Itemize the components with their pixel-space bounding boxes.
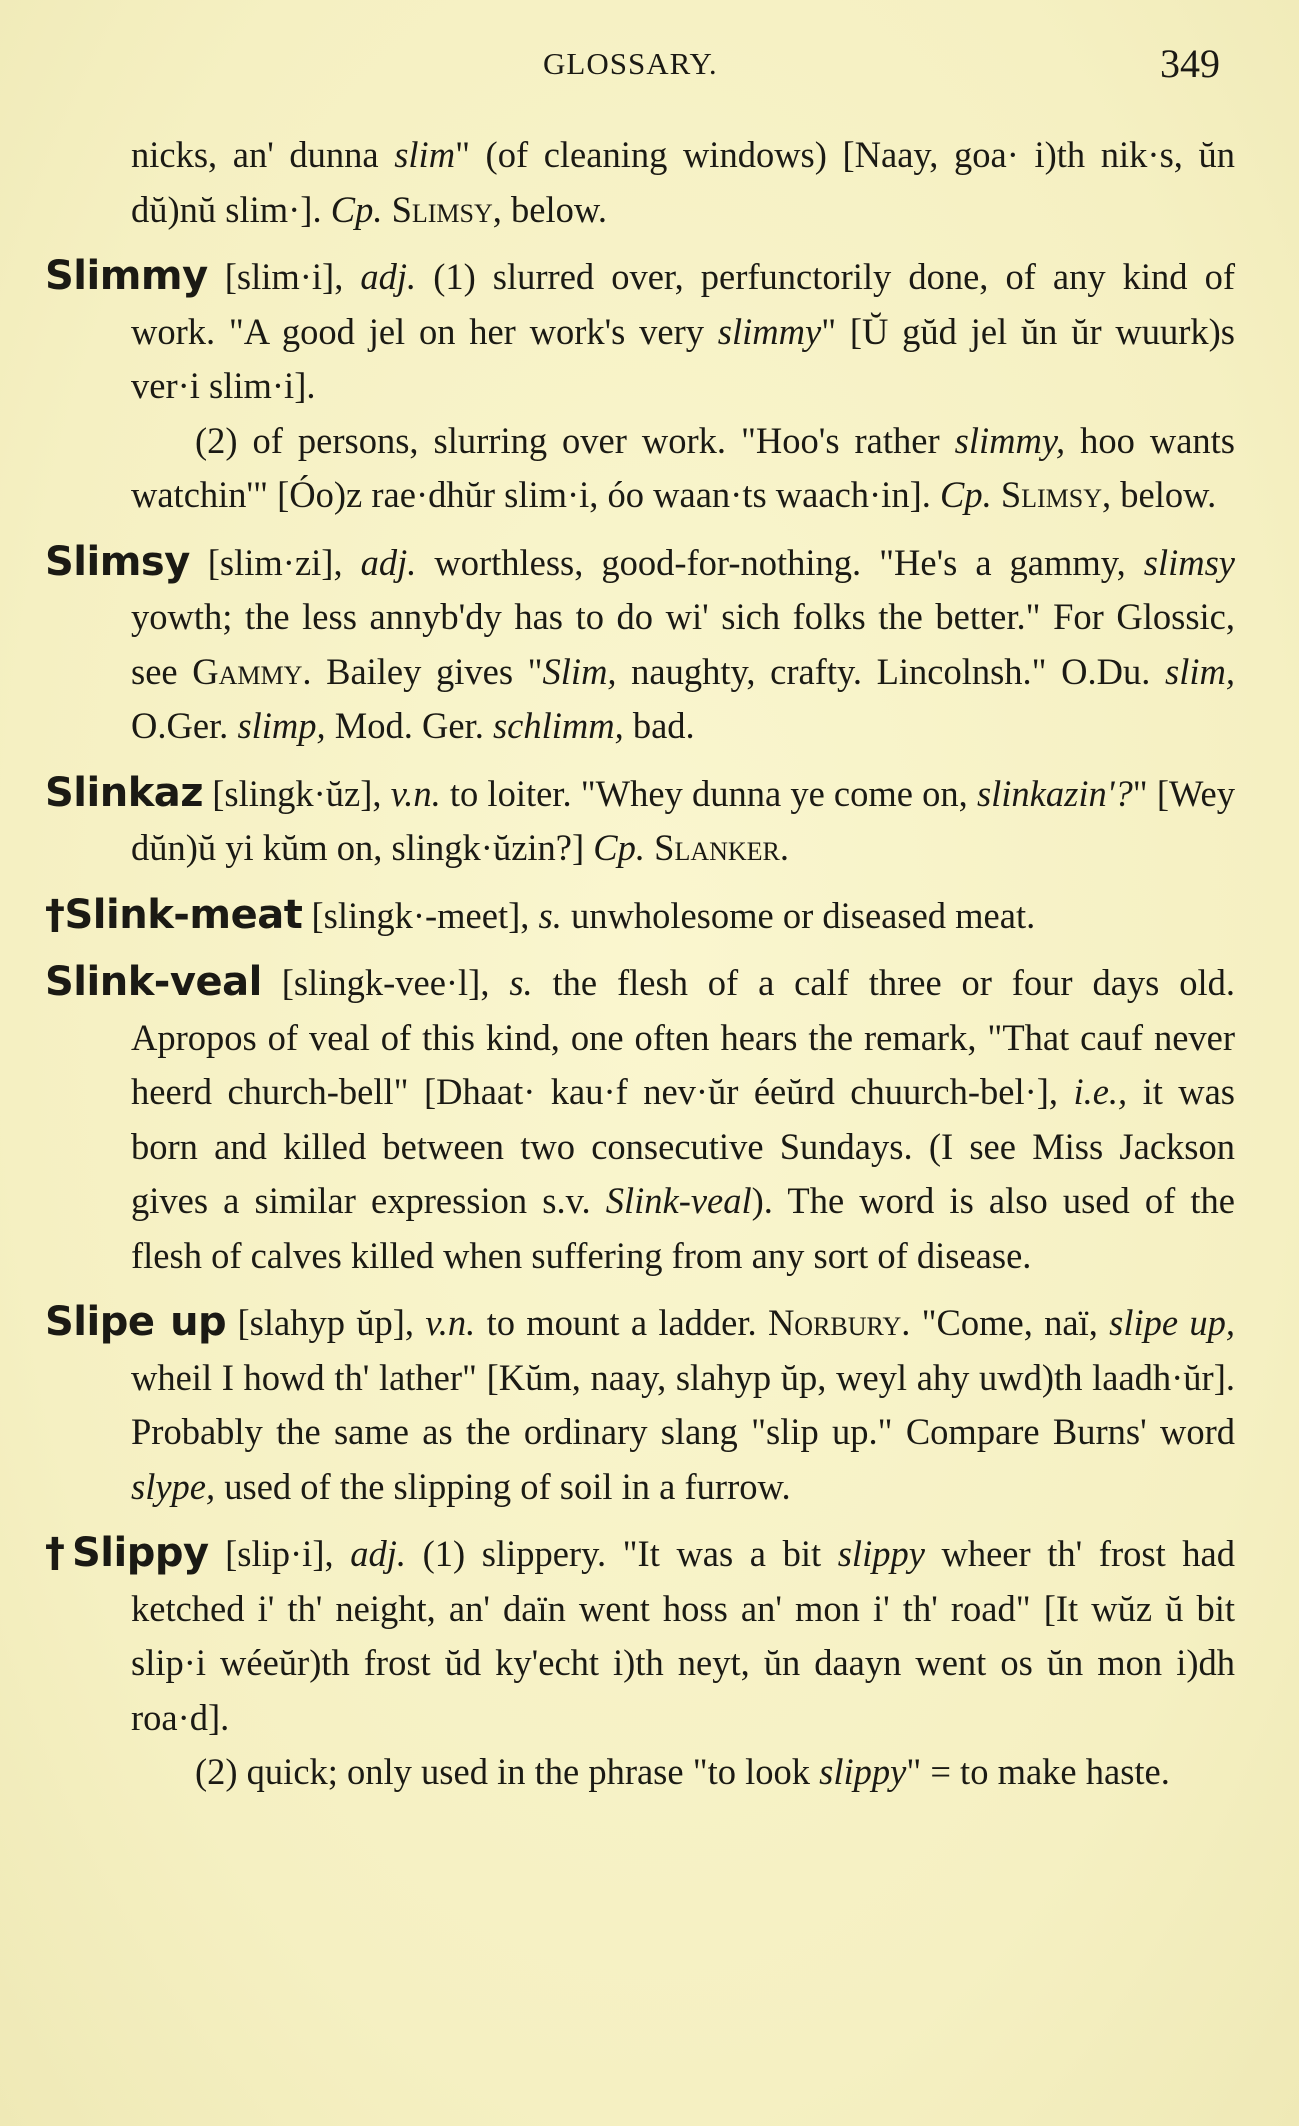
- entry-text: to loiter. "Whey dunna ye come on,: [440, 772, 977, 814]
- entry-text: , below.: [1102, 474, 1217, 515]
- entry-text: used of the slipping of soil in a furrow.: [215, 1465, 791, 1507]
- entry-text: hoo wants watchin'" [Óo)z rae·dhŭr slim·i, óo waan·ts waach·in].: [131, 419, 1235, 515]
- running-title: GLOSSARY.: [543, 46, 718, 81]
- italic-text: slipe up,: [1109, 1302, 1236, 1343]
- cross-reference: Slimsy: [391, 188, 493, 230]
- entry-text: it was born and killed between two consecutive Sundays. (I see Miss Jackson gives a similar expression s.v.: [131, 1071, 1236, 1221]
- italic-text: slippy: [819, 1751, 907, 1792]
- entry-text: . Bailey gives ": [302, 650, 543, 692]
- italic-text: schlimm,: [492, 705, 624, 746]
- italic-text: adj.: [360, 541, 417, 583]
- sense-2: [45, 1745, 1235, 1800]
- entry-text: [slingk·-meet],: [302, 894, 539, 936]
- italic-text: Cp.: [939, 474, 992, 515]
- entry-text: " = to make haste.: [906, 1751, 1170, 1792]
- headword: †Slippy: [45, 1530, 209, 1576]
- entry-text: [992, 474, 1001, 515]
- entry-text: , below.: [492, 188, 607, 230]
- continued-definition: [45, 128, 1235, 237]
- entry-text: yowth; the less annyb'dy has to do wi' sich folks the better." For Glossic, see: [131, 596, 1235, 692]
- entry-text: (1) slippery. "It was a bit: [405, 1533, 838, 1574]
- italic-text: v.n.: [390, 772, 441, 814]
- definition: [45, 955, 1235, 1283]
- entry-text: (2) of persons, slurring over work. "Hoo's rather: [195, 419, 955, 461]
- entry-text: (2) quick; only used in the phrase "to look: [195, 1751, 820, 1792]
- italic-text: slype,: [131, 1465, 216, 1507]
- italic-text: adj.: [360, 256, 417, 297]
- entry-text: " (of cleaning windows) [Naay, goa· i)th nik·s, ŭn dŭ)nŭ slim·].: [131, 134, 1235, 230]
- entry-text: ). The word is also used of the flesh of calves killed when suffering from any sort of disease.: [131, 1180, 1235, 1276]
- headword: Slimmy: [45, 253, 208, 299]
- entry-gap: [45, 943, 1235, 955]
- italic-text: s.: [538, 894, 562, 936]
- italic-text: Cp.: [330, 188, 383, 230]
- definition: [45, 888, 1235, 944]
- entry-gap: [45, 754, 1235, 766]
- entry-cont: [45, 128, 1235, 237]
- entry-text: naughty, crafty. Lincolnsh." O.Du.: [616, 650, 1166, 692]
- headword: †Slink-meat: [45, 891, 303, 938]
- page-number: 349: [1160, 41, 1220, 86]
- entry-text: Mod. Ger.: [325, 705, 493, 746]
- glossary-body: [45, 128, 1235, 1800]
- entry-text: (1) slurred over, perfunctorily done, of any kind of work. "A good jel on her work's very: [131, 256, 1236, 352]
- definition: [45, 1526, 1235, 1745]
- italic-text: Slink-veal: [605, 1180, 752, 1221]
- entry-text: to mount a ladder.: [475, 1302, 768, 1343]
- entry-slippy: [45, 1526, 1235, 1800]
- cross-reference: Slimsy: [1000, 474, 1103, 515]
- italic-text: i.e.,: [1073, 1071, 1128, 1112]
- cross-reference: Gammy: [192, 650, 303, 692]
- entry-text: " [Ŭ gŭd jel ŭn ŭr wuurk)s ver·i slim·i].: [131, 310, 1235, 406]
- entry-gap: [45, 876, 1235, 888]
- entry-text: unwholesome or diseased meat.: [561, 894, 1036, 936]
- entry-text: . "Come, naï,: [901, 1302, 1110, 1343]
- entry-text: O.Ger.: [131, 705, 238, 746]
- entry-text: [slingk-vee·l],: [261, 962, 510, 1003]
- entry-gap: [45, 1283, 1235, 1295]
- entry-gap: [45, 523, 1235, 535]
- definition: [45, 535, 1235, 754]
- headword: Slink-veal: [45, 959, 262, 1005]
- headword: Slipe up: [45, 1299, 227, 1345]
- cross-reference: Slanker: [654, 827, 780, 868]
- italic-text: slinkazin'?: [976, 772, 1133, 814]
- italic-text: Slim,: [542, 650, 617, 692]
- entry-text: .: [779, 827, 789, 868]
- definition: [45, 249, 1235, 414]
- italic-text: slim: [394, 134, 456, 175]
- cross-reference: Norbury: [767, 1302, 902, 1343]
- entry-text: nicks, an' dunna: [131, 134, 395, 175]
- entry-text: the flesh of a calf three or four days old. Apropos of veal of this kind, one often hears the remark, "That cauf never heerd church-bell" [Dhaat· kau·f nev·ŭr éeŭrd chuurch-bel·],: [131, 962, 1235, 1112]
- headword: Slimsy: [45, 538, 190, 585]
- definition: [45, 766, 1235, 876]
- entry-text: [382, 189, 391, 230]
- entry-text: bad.: [623, 705, 695, 746]
- headword: Slinkaz: [45, 769, 204, 816]
- italic-text: s.: [509, 962, 533, 1003]
- entry-text: wheer th' frost had ketched i' th' neight, an' daïn went hoss an' mon i' th' road" [It wŭz ŭ bit slip·i wéeŭr)th frost ŭd ky'echt i)th neyt, ŭn daayn went os ŭn mon i)dh roa·d].: [131, 1533, 1236, 1738]
- italic-text: slimmy: [717, 310, 822, 352]
- entry-text: [slahyp ŭp],: [226, 1302, 426, 1343]
- entry-text: [slip·i],: [208, 1533, 351, 1574]
- entry-slink-meat: [45, 888, 1235, 944]
- entry-slimsy: [45, 535, 1235, 754]
- page-header: [0, 40, 1299, 90]
- entry-gap: [45, 1514, 1235, 1526]
- entry-gap: [45, 237, 1235, 249]
- italic-text: slimmy,: [954, 419, 1066, 461]
- entry-text: worthless, good-for-nothing. "He's a gammy,: [416, 541, 1144, 583]
- entry-slink-veal: [45, 955, 1235, 1283]
- italic-text: slim,: [1165, 650, 1235, 692]
- italic-text: slippy: [837, 1533, 925, 1574]
- italic-text: v.n.: [425, 1302, 476, 1343]
- entry-text: [645, 827, 654, 868]
- sense-2: [45, 414, 1235, 523]
- entry-text: [slingk·ŭz],: [203, 772, 391, 814]
- italic-text: adj.: [350, 1533, 406, 1574]
- entry-slipe-up: [45, 1295, 1235, 1514]
- italic-text: Cp.: [593, 827, 646, 868]
- entry-text: " [Wey dŭn)ŭ yi kŭm on, slingk·ŭzin?]: [131, 772, 1235, 868]
- entry-slinkaz: [45, 766, 1235, 876]
- italic-text: slimsy: [1143, 541, 1235, 583]
- entry-text: [slim·zi],: [189, 541, 361, 583]
- entry-slimmy: [45, 249, 1235, 523]
- entry-text: [slim·i],: [207, 256, 361, 297]
- definition: [45, 1295, 1235, 1514]
- italic-text: slimp,: [237, 705, 326, 746]
- entry-text: wheil I howd th' lather" [Kŭm, naay, slahyp ŭp, weyl ahy uwd)th laadh·ŭr]. Probably the same as the ordinary slang "slip up." Compare Burns' word: [131, 1356, 1235, 1452]
